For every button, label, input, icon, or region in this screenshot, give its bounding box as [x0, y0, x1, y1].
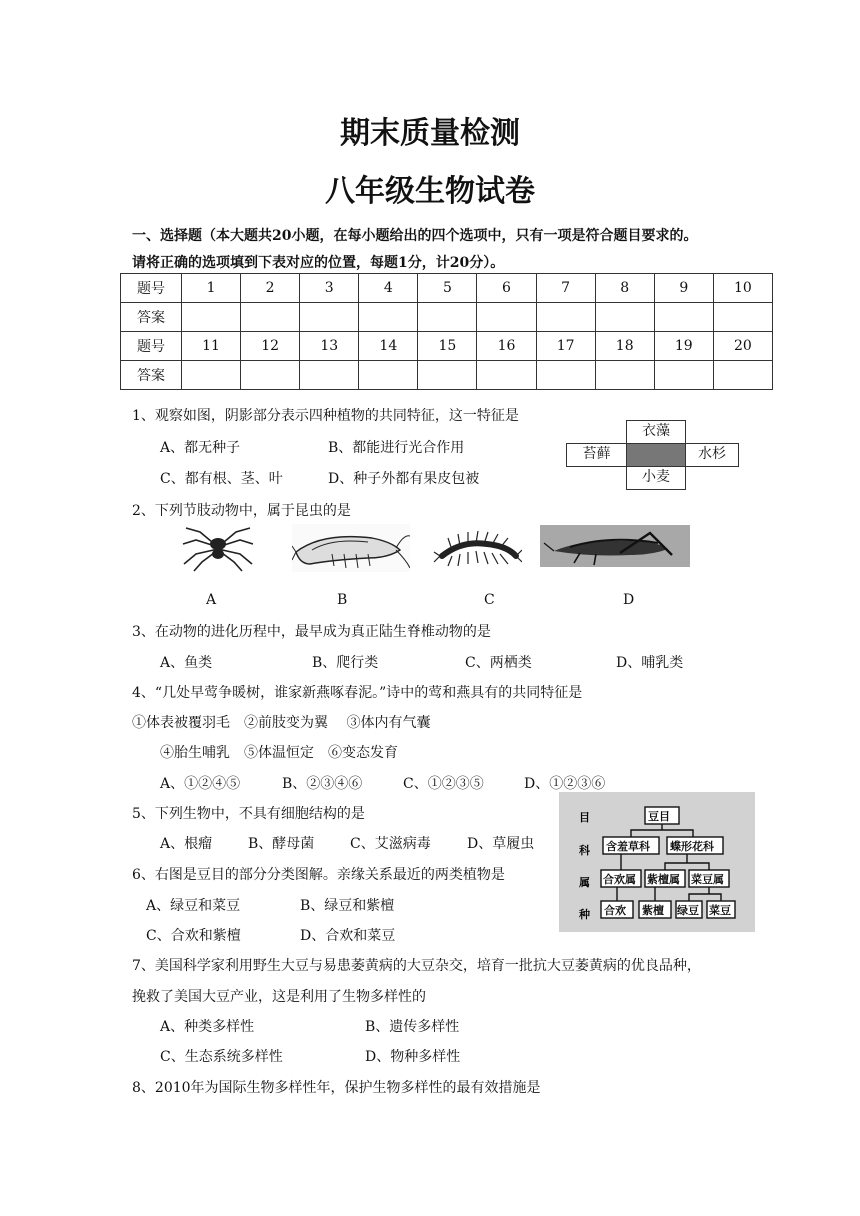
answer-cell[interactable]: [536, 303, 595, 332]
q-number: 1: [182, 274, 241, 303]
q7-stem-line2: 挽救了美国大豆产业，这是利用了生物多样性的: [132, 989, 426, 1005]
q-number: 20: [713, 332, 772, 361]
q5-option-b: B、酵母菌: [248, 836, 315, 852]
species-label-3: 绿豆: [677, 904, 699, 917]
q3-option-d: D、哺乳类: [616, 655, 684, 671]
q-number: 8: [595, 274, 654, 303]
species-label-4: 菜豆: [709, 904, 731, 917]
q-number: 5: [418, 274, 477, 303]
page-subtitle: 八年级生物试卷: [325, 174, 535, 209]
q5-option-a: A、根瘤: [160, 836, 213, 852]
section-heading-line2: 请将正确的选项填到下表对应的位置，每题1分，计20分）。: [132, 255, 505, 271]
q3-option-a: A、鱼类: [160, 655, 213, 671]
q2-label-b: B: [337, 592, 348, 608]
answer-cell[interactable]: [536, 361, 595, 390]
family-label-2: 蝶形花科: [670, 840, 714, 853]
shrimp-image: [292, 524, 410, 572]
answer-cell[interactable]: [595, 361, 654, 390]
table-row: [121, 303, 773, 332]
q7-option-b: B、遗传多样性: [365, 1019, 460, 1035]
q5-option-d: D、草履虫: [467, 836, 535, 852]
section-heading-line1: 一、选择题（本大题共20小题，在每小题给出的四个选项中，只有一项是符合题目要求的。: [132, 228, 698, 244]
q7-option-c: C、生态系统多样性: [160, 1049, 283, 1065]
species-label-2: 紫檀: [642, 904, 664, 917]
centipede-image: [432, 526, 522, 570]
q3-option-b: B、爬行类: [312, 655, 379, 671]
q-number: 18: [595, 332, 654, 361]
q3-stem: 3、在动物的进化历程中，最早成为真正陆生脊椎动物的是: [132, 624, 491, 640]
q4-stem: 4、“几处早莺争暖树，谁家新燕啄春泥。”诗中的莺和燕具有的共同特征是: [132, 685, 583, 701]
species-label-1: 合欢: [604, 904, 626, 917]
table-row: [121, 332, 773, 361]
q4-option-b: B、②③④⑥: [282, 776, 363, 792]
q7-option-d: D、物种多样性: [365, 1049, 461, 1065]
q-number: 7: [536, 274, 595, 303]
q1-plant-figure: [566, 420, 739, 489]
q-number: 17: [536, 332, 595, 361]
q-number: 9: [654, 274, 713, 303]
table-row: [121, 274, 773, 303]
answer-cell[interactable]: [241, 303, 300, 332]
q6-option-d: D、合欢和菜豆: [300, 928, 396, 944]
q2-label-d: D: [623, 592, 635, 608]
q2-stem: 2、下列节肢动物中，属于昆虫的是: [132, 503, 351, 519]
q8-stem: 8、2010年为国际生物多样性年，保护生物多样性的最有效措施是: [132, 1080, 541, 1096]
q6-stem: 6、右图是豆目的部分分类图解。亲缘关系最近的两类植物是: [132, 867, 505, 883]
genus-label-3: 菜豆属: [691, 873, 724, 886]
genus-label-2: 紫檀属: [647, 873, 680, 886]
q5-stem: 5、下列生物中，不具有细胞结构的是: [132, 806, 365, 822]
q1-option-d: D、种子外都有果皮包被: [328, 471, 480, 487]
q1-option-b: B、都能进行光合作用: [328, 440, 465, 456]
answer-cell[interactable]: [477, 303, 536, 332]
q6-option-a: A、绿豆和菜豆: [146, 898, 241, 914]
answer-cell[interactable]: [654, 361, 713, 390]
q2-label-a: A: [206, 592, 217, 608]
a-label: 答案: [121, 303, 182, 332]
fig-left-cell: 苔藓: [566, 443, 627, 467]
answer-cell[interactable]: [359, 361, 418, 390]
q3-option-c: C、两栖类: [465, 655, 532, 671]
q7-stem-line1: 7、美国科学家利用野生大豆与易患萎黄病的大豆杂交，培育一批抗大豆萎黄病的优良品种，: [132, 958, 701, 974]
spider-image: [180, 522, 256, 572]
answer-cell[interactable]: [713, 303, 772, 332]
fig-right-cell: 水杉: [685, 443, 739, 467]
answer-cell[interactable]: [182, 361, 241, 390]
page-title: 期末质量检测: [340, 116, 520, 151]
q6-classification-figure: [559, 792, 755, 932]
family-label-1: 含羞草科: [606, 840, 650, 853]
answer-cell[interactable]: [300, 303, 359, 332]
fig-shaded-cell: [626, 443, 686, 467]
answer-cell[interactable]: [300, 361, 359, 390]
q1-option-c: C、都有根、茎、叶: [160, 471, 283, 487]
q5-option-c: C、艾滋病毒: [350, 836, 431, 852]
rank-species: 种: [579, 908, 590, 921]
fig-bottom-cell: 小麦: [626, 466, 686, 490]
q-number: 2: [241, 274, 300, 303]
rank-order: 目: [579, 811, 590, 824]
answer-cell[interactable]: [359, 303, 418, 332]
rank-family: 科: [579, 844, 590, 857]
q1-stem: 1、观察如图，阴影部分表示四种植物的共同特征，这一特征是: [132, 408, 519, 424]
q-number: 10: [713, 274, 772, 303]
q-number: 12: [241, 332, 300, 361]
q4-option-d: D、①②③⑥: [524, 776, 606, 792]
answer-cell[interactable]: [477, 361, 536, 390]
fig-top-cell: 衣藻: [626, 420, 686, 444]
q7-option-a: A、种类多样性: [160, 1019, 255, 1035]
q6-option-b: B、绿豆和紫檀: [300, 898, 395, 914]
q4-option-a: A、①②④⑤: [160, 776, 241, 792]
q6-option-c: C、合欢和紫檀: [146, 928, 241, 944]
grasshopper-image: [540, 525, 690, 567]
q1-option-a: A、都无种子: [160, 440, 241, 456]
answer-cell[interactable]: [418, 361, 477, 390]
q-number: 4: [359, 274, 418, 303]
table-row: [121, 361, 773, 390]
q4-option-c: C、①②③⑤: [403, 776, 484, 792]
answer-cell[interactable]: [182, 303, 241, 332]
q4-features-line1: ①体表被覆羽毛 ②前肢变为翼 ③体内有气囊: [132, 715, 431, 731]
order-label: 豆目: [648, 810, 670, 823]
answer-cell[interactable]: [241, 361, 300, 390]
q-label: 题号: [121, 274, 182, 303]
q-number: 16: [477, 332, 536, 361]
q-number: 19: [654, 332, 713, 361]
q4-features-line2: ④胎生哺乳 ⑤体温恒定 ⑥变态发育: [160, 745, 398, 761]
q-number: 11: [182, 332, 241, 361]
q-number: 15: [418, 332, 477, 361]
answer-cell[interactable]: [654, 303, 713, 332]
q-number: 6: [477, 274, 536, 303]
q-number: 14: [359, 332, 418, 361]
q-number: 13: [300, 332, 359, 361]
rank-genus: 属: [579, 876, 590, 889]
genus-label-1: 合欢属: [603, 873, 636, 886]
q-number: 3: [300, 274, 359, 303]
answer-cell[interactable]: [713, 361, 772, 390]
q2-label-c: C: [484, 592, 495, 608]
q-label: 题号: [121, 332, 182, 361]
answer-table: [120, 273, 773, 390]
a-label: 答案: [121, 361, 182, 390]
answer-cell[interactable]: [418, 303, 477, 332]
answer-cell[interactable]: [595, 303, 654, 332]
